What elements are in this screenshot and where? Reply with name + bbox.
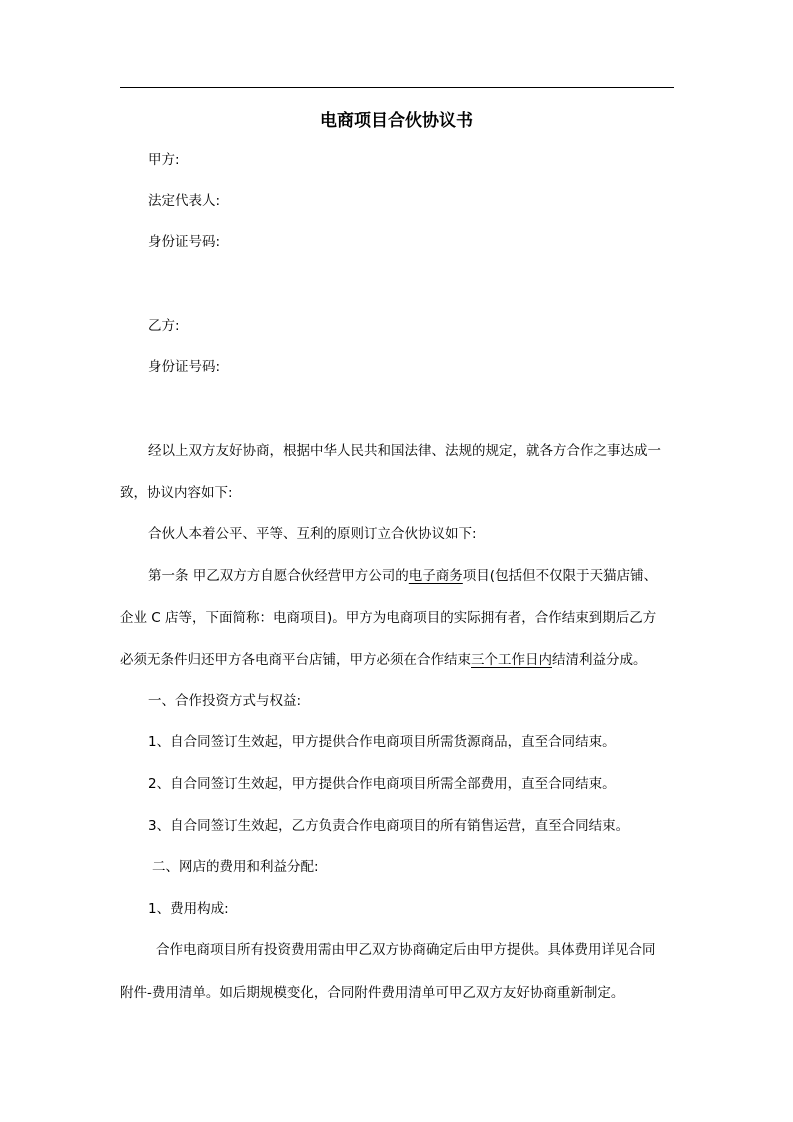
intro-line-1: 经以上双方友好协商，根据中华人民共和国法律、法规的规定，就各方合作之事达成一: [148, 443, 661, 459]
party-a-id-label: 身份证号码:: [148, 234, 221, 250]
section1-item-1: 1、自合同签订生效起，甲方提供合作电商项目所需货源商品，直至合同结束。: [148, 734, 616, 750]
legal-rep-label: 法定代表人:: [148, 193, 221, 209]
section2-heading: 二、网店的费用和利益分配:: [152, 859, 319, 875]
section1-item-3: 3、自合同签订生效起，乙方负责合作电商项目的所有销售运营，直至合同结束。: [148, 818, 630, 834]
article1-underlined-deadline: 三个工作日内: [471, 652, 552, 668]
header-rule: [120, 87, 674, 88]
article1-text-b: 项目(包括但不仅限于天猫店铺、: [462, 568, 658, 584]
intro-line-2: 致，协议内容如下:: [120, 485, 233, 501]
article1-line-2: 企业 C 店等，下面简称：电商项目)。甲方为电商项目的实际拥有者，合作结束到期后乙方: [120, 610, 657, 626]
party-b-label: 乙方:: [148, 318, 180, 334]
article1-text-d: 结清利益分成。: [552, 652, 647, 668]
section2-sub-heading: 1、费用构成:: [148, 901, 229, 917]
section2-paragraph-line-1: 合作电商项目所有投资费用需由甲乙双方协商确定后由甲方提供。具体费用详见合同: [156, 942, 656, 958]
article1-text-a: 第一条 甲乙双方方自愿合伙经营甲方公司的: [148, 568, 409, 584]
document-title: 电商项目合伙协议书: [320, 111, 473, 131]
section1-item-2: 2、自合同签订生效起，甲方提供合作电商项目所需全部费用，直至合同结束。: [148, 776, 616, 792]
article1-underlined-ecommerce: 电子商务: [408, 568, 463, 584]
section1-heading: 一、合作投资方式与权益:: [148, 693, 302, 709]
section2-paragraph-line-2: 附件-费用清单。如后期规模变化，合同附件费用清单可甲乙双方友好协商重新制定。: [120, 985, 625, 1001]
principle-line: 合伙人本着公平、平等、互利的原则订立合伙协议如下:: [148, 526, 477, 542]
party-a-label: 甲方:: [148, 152, 180, 168]
party-b-id-label: 身份证号码:: [148, 359, 221, 375]
article1-line-1: [148, 566, 657, 586]
article1-text-c: 必须无条件归还甲方各电商平台店铺，甲方必须在合作结束: [120, 652, 471, 668]
article1-line-3: [120, 650, 647, 670]
